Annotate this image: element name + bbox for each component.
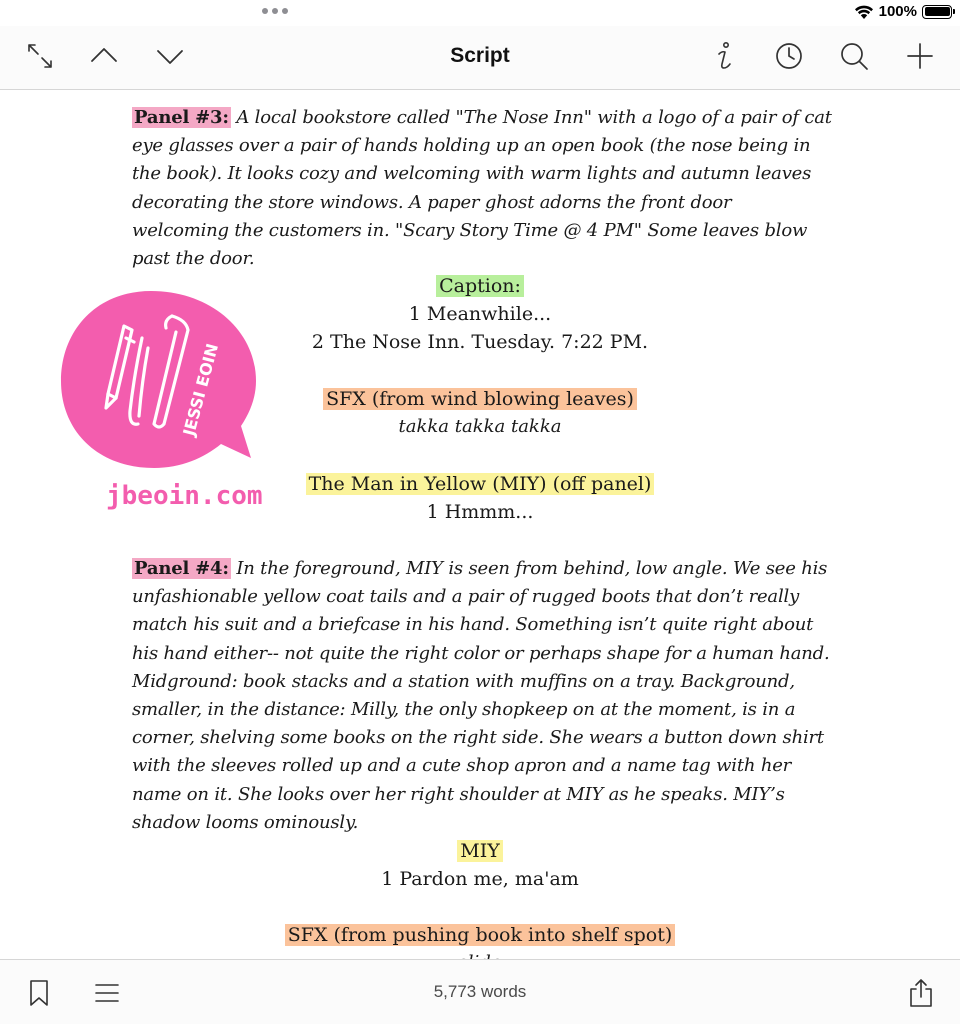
plus-icon [904,40,936,72]
sfx-1-label: SFX (from wind blowing leaves) [323,388,637,410]
sfx-1-text: takka takka takka [398,416,562,437]
battery-percent: 100% [878,3,917,20]
add-button[interactable] [900,36,940,76]
caption-label: Caption: [436,275,524,297]
expand-button[interactable] [20,36,60,76]
miy-1-line-1: 1 Hmmm... [426,501,534,523]
next-button[interactable] [150,36,190,76]
caption-line-1: 1 Meanwhile... [408,303,552,325]
expand-icon [24,40,56,72]
battery-icon [922,5,952,19]
caption-line-2: 2 The Nose Inn. Tuesday. 7:22 PM. [311,331,649,353]
word-count[interactable]: 5,773 words [433,982,527,1001]
status-bar [0,0,960,26]
document-editor[interactable] [0,90,960,958]
page-title: Script [450,44,510,67]
info-button[interactable] [704,36,744,76]
share-icon [906,978,936,1008]
jbeoin-logo [56,286,263,526]
history-button[interactable] [769,36,809,76]
miy-2-line-1: 1 Pardon me, ma'am [381,868,579,890]
panel-3-text: A local bookstore called "The Nose Inn" with a logo of a pair of cat eye glasses over a pair of hands holding up an open book (the nose being in the book). It looks cozy and welcoming with warm lights and autumn leaves decorating the store windows. A paper ghost adorns the front door welcoming the customers in. "Scary Story Time @ 4 PM" Some leaves blow past the door. [132,107,832,270]
logo-badge-text: JESSI EOIN [179,341,223,438]
clock-icon [773,40,805,72]
logo-site-text: jbeoin.com [106,481,263,511]
miy-dialogue-block-1[interactable] [230,470,730,526]
top-toolbar [0,26,960,90]
bottom-toolbar [0,959,960,1024]
panel-4-tag: Panel #4: [134,558,229,579]
multitasking-dots-icon[interactable] [262,8,288,14]
panel-3-paragraph[interactable] [132,104,832,273]
sfx-block-1[interactable] [230,385,730,441]
pencil-brush-logo-icon [56,286,263,526]
panel-3-tag: Panel #3: [134,107,229,128]
miy-dialogue-block-2[interactable] [230,837,730,893]
share-button[interactable] [904,976,938,1010]
previous-button[interactable] [84,36,124,76]
chevron-up-icon [88,40,120,72]
wifi-icon [854,4,874,20]
miy-1-label: The Man in Yellow (MIY) (off panel) [306,473,655,495]
status-right [854,3,952,20]
panel-4-text: In the foreground, MIY is seen from behind, low angle. We see his unfashionable yellow coat tails and a pair of rugged boots that don’t really match his suit and a briefcase in his hand. Something isn’t quite right about his hand either-- not quite the right color or perhaps shape for a human hand. Midground: book stacks and a station with muffins on a tray. Background, smaller, in the distance: Milly, the only shopkeep on at the moment, is in a corner, shelving some books on the right side. She wears a button down shirt with the sleeves rolled up and a cute shop apron and a name tag with her name on it. She looks over her right shoulder at MIY as he speaks. MIY’s shadow looms ominously. [132,558,830,833]
chevron-down-icon [154,40,186,72]
miy-2-label: MIY [457,840,503,862]
panel-4-paragraph[interactable] [132,555,832,837]
search-icon [838,40,870,72]
sfx-2-label: SFX (from pushing book into shelf spot) [285,924,676,946]
info-icon [708,40,740,72]
caption-block[interactable] [230,272,730,356]
search-button[interactable] [834,36,874,76]
